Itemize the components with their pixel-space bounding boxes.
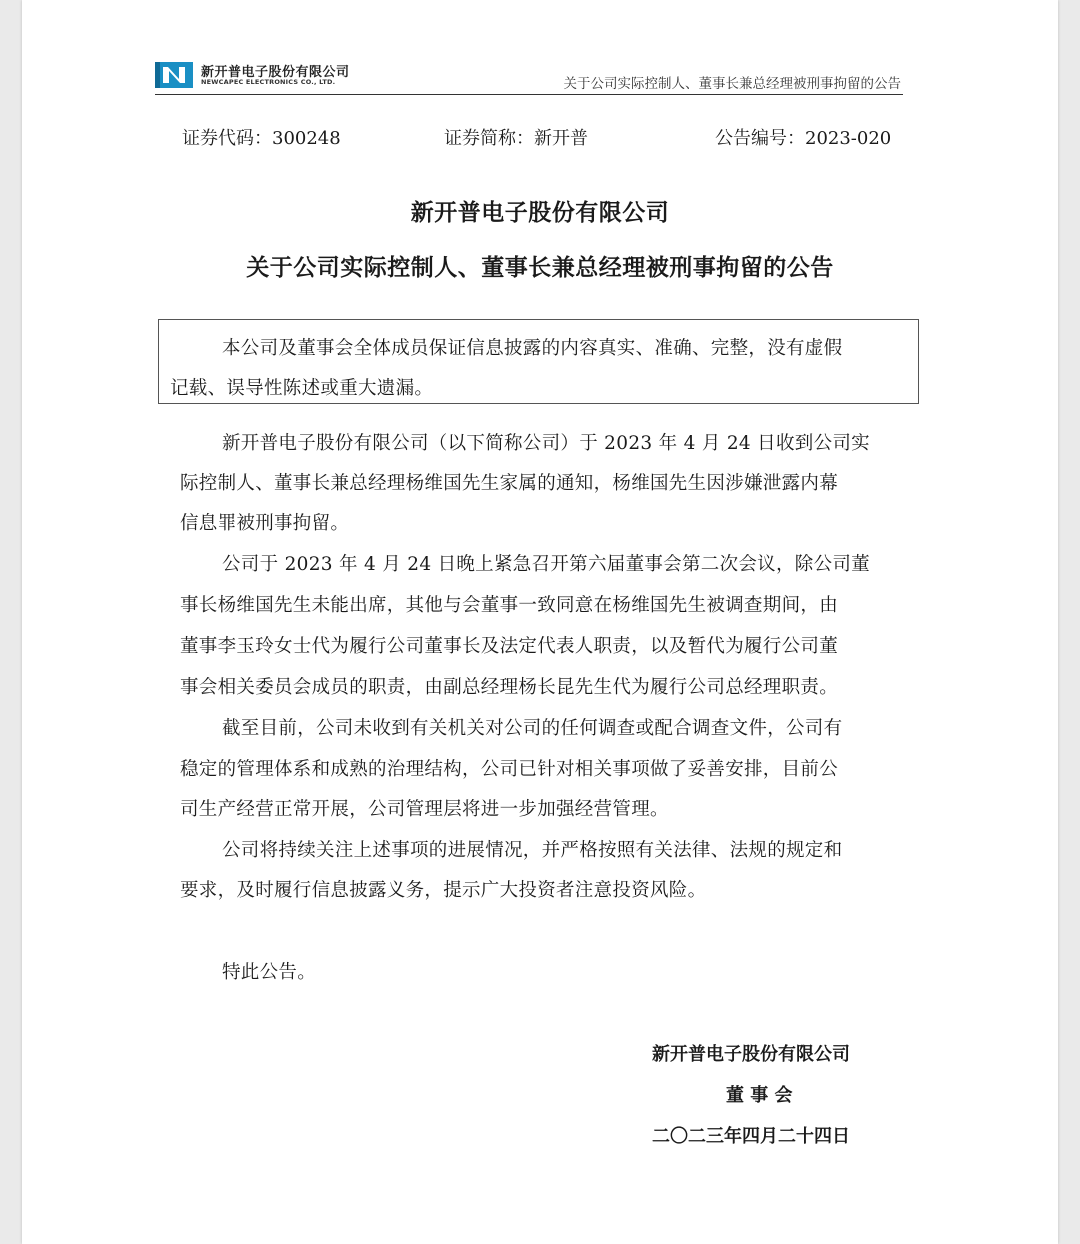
logo-company-name: 新开普电子股份有限公司 <box>201 65 350 80</box>
paragraph-4-line: 公司将持续关注上述事项的进展情况，并严格按照有关法律、法规的规定和 <box>222 840 843 861</box>
paragraph-2-line: 事会相关委员会成员的职责，由副总经理杨长昆先生代为履行公司总经理职责。 <box>180 677 839 698</box>
signature-company: 新开普电子股份有限公司 <box>652 1044 850 1065</box>
company-title: 新开普电子股份有限公司 <box>410 200 670 226</box>
paragraph-1-line: 际控制人、董事长兼总经理杨维国先生家属的通知，杨维国先生因涉嫌泄露内幕 <box>180 473 839 494</box>
page-header <box>155 58 903 95</box>
disclosure-line: 记载、误导性陈述或重大遗漏。 <box>170 378 434 399</box>
notice-number: 公告编号：2023-020 <box>715 128 892 149</box>
document-page <box>22 0 1058 1244</box>
paragraph-2-line: 董事李玉玲女士代为履行公司董事长及法定代表人职责，以及暂代为履行公司董 <box>180 636 839 657</box>
newcapec-logo-icon <box>155 62 193 88</box>
stock-code: 证券代码：300248 <box>182 128 341 149</box>
paragraph-2-line: 公司于 2023 年 4 月 24 日晚上紧急召开第六届董事会第二次会议，除公司董 <box>222 554 870 575</box>
paragraph-1-line: 新开普电子股份有限公司（以下简称公司）于 2023 年 4 月 24 日收到公司实 <box>222 433 870 454</box>
signature-date: 二〇二三年四月二十四日 <box>652 1126 850 1147</box>
paragraph-1-line: 信息罪被刑事拘留。 <box>180 513 350 534</box>
paragraph-4-line: 要求，及时履行信息披露义务，提示广大投资者注意投资风险。 <box>180 880 707 901</box>
logo-company-name-en: NEWCAPEC ELECTRONICS CO., LTD. <box>201 78 336 86</box>
paragraph-2-line: 事长杨维国先生未能出席，其他与会董事一致同意在杨维国先生被调查期间，由 <box>180 595 839 616</box>
running-title: 关于公司实际控制人、董事长兼总经理被刑事拘留的公告 <box>563 76 901 92</box>
signature-board: 董 事 会 <box>726 1085 793 1106</box>
disclosure-line: 本公司及董事会全体成员保证信息披露的内容真实、准确、完整，没有虚假 <box>222 338 843 359</box>
stock-abbreviation: 证券简称：新开普 <box>444 128 588 149</box>
closing-text: 特此公告。 <box>222 962 317 983</box>
announcement-title: 关于公司实际控制人、董事长兼总经理被刑事拘留的公告 <box>246 255 834 281</box>
paragraph-3-line: 司生产经营正常开展，公司管理层将进一步加强经营管理。 <box>180 799 669 820</box>
paragraph-3-line: 截至目前，公司未收到有关机关对公司的任何调查或配合调查文件，公司有 <box>222 718 843 739</box>
paragraph-3-line: 稳定的管理体系和成熟的治理结构，公司已针对相关事项做了妥善安排，目前公 <box>180 759 839 780</box>
